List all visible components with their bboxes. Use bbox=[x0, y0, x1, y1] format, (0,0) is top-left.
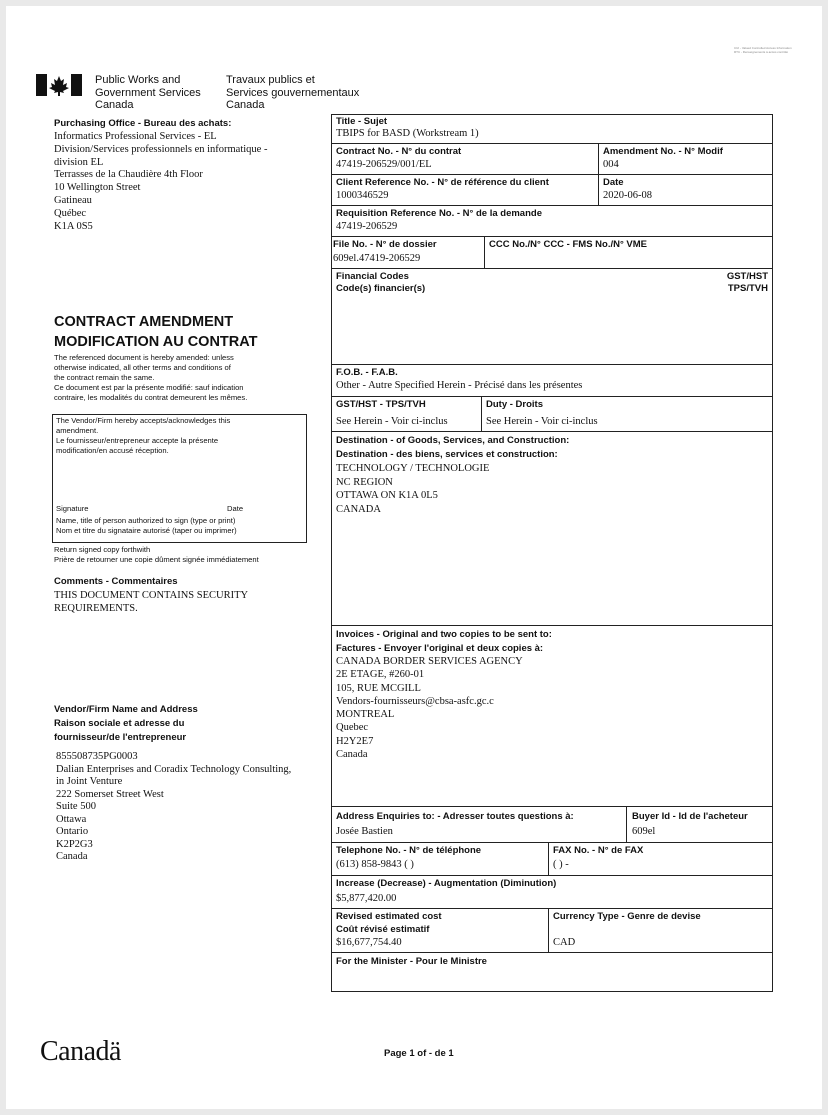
title-value: TBIPS for BASD (Workstream 1) bbox=[336, 128, 479, 139]
address-enquiries-label: Address Enquiries to: - Adresser toutes questions à: bbox=[336, 811, 574, 822]
revised-cost-value: $16,677,754.40 bbox=[336, 937, 402, 948]
gst-hst-value: See Herein - Voir ci-inclus bbox=[336, 416, 448, 427]
client-reference-value: 1000346529 bbox=[336, 190, 389, 201]
contract-no-label: Contract No. - N° du contrat bbox=[336, 146, 462, 157]
signer-name-label: Name, title of person authorized to sign (type or print) Nom et titre du signataire autorisé (taper ou imprimer) bbox=[56, 516, 237, 535]
vendor-label: Vendor/Firm Name and Address Raison sociale et adresse du fournisseur/de l'entrepreneur bbox=[54, 704, 198, 743]
increase-value: $5,877,420.00 bbox=[336, 893, 397, 904]
comments-label: Comments - Commentaires bbox=[54, 576, 178, 587]
file-no-value: 609el.47419-206529 bbox=[333, 253, 421, 264]
fob-label: F.O.B. - F.A.B. bbox=[336, 367, 398, 378]
address-enquiries-value: Josée Bastien bbox=[336, 826, 393, 837]
canada-flag-icon bbox=[36, 74, 82, 96]
buyer-id-label: Buyer Id - Id de l'acheteur bbox=[632, 811, 748, 822]
page-number: Page 1 of - de 1 bbox=[384, 1048, 454, 1059]
ccc-no-label: CCC No./N° CCC - FMS No./N° VME bbox=[489, 239, 648, 250]
date-label: Date bbox=[227, 504, 244, 513]
client-reference-label: Client Reference No. - N° de référence du client bbox=[336, 177, 549, 188]
destination-address: TECHNOLOGY / TECHNOLOGIE NC REGION OTTAWA ON K1A 0L5 CANADA bbox=[336, 463, 490, 515]
file-no-label: File No. - N° de dossier bbox=[333, 239, 437, 250]
financial-codes-label: Financial Codes Code(s) financier(s) bbox=[336, 271, 426, 294]
purchasing-office-address: Informatics Professional Services - EL Division/Services professionnels en informatique - division EL Terrasses de la Chaudière 4th Floor 10 Wellington Street Gatineau Québec K1A 0S5 bbox=[54, 131, 268, 232]
currency-type-value: CAD bbox=[553, 937, 576, 948]
revised-cost-label: Revised estimated cost Coût révisé estimatif bbox=[336, 911, 442, 935]
amendment-no-value: 004 bbox=[603, 159, 619, 170]
gst-hst-label: GST/HST - TPS/TVH bbox=[336, 399, 426, 410]
header-fine-print: CUI - Valued Controlled Access Information RTC - Renseignements à accès contrôlé bbox=[734, 46, 792, 54]
vendor-acknowledgment-box: The Vendor/Firm hereby accepts/acknowledges this amendment. Le fournisseur/entrepreneur accepte la présente modification/en accusé réception. Signature Date Name, title of person authorized to sign (type or print) Nom et titre du signataire autorisé (taper ou imprimer) bbox=[52, 414, 307, 543]
amendment-notice: The referenced document is hereby amended: unless otherwise indicated, all other terms and conditions of the contract remain the same. Ce document est par la présente modifié: sauf indication contraire, les modalités du contrat demeurent les mêmes. bbox=[54, 353, 248, 402]
fax-label: FAX No. - N° de FAX bbox=[553, 845, 644, 856]
invoices-label: Invoices - Original and two copies to be sent to: Factures - Envoyer l'original et deux copies à: bbox=[336, 629, 552, 654]
buyer-id-value: 609el bbox=[632, 826, 656, 837]
telephone-label: Telephone No. - N° de téléphone bbox=[336, 845, 482, 856]
amendment-no-label: Amendment No. - N° Modif bbox=[603, 146, 723, 157]
fob-value: Other - Autre Specified Herein - Précisé dans les présentes bbox=[336, 380, 583, 391]
purchasing-office-label: Purchasing Office - Bureau des achats: bbox=[54, 118, 232, 129]
contract-no-value: 47419-206529/001/EL bbox=[336, 159, 432, 170]
department-name-en: Public Works and Government Services Canada bbox=[95, 74, 201, 111]
date-field-label: Date bbox=[603, 177, 624, 188]
currency-type-label: Currency Type - Genre de devise bbox=[553, 911, 701, 922]
department-name-fr: Travaux publics et Services gouvernementaux Canada bbox=[226, 74, 360, 111]
minister-signature-label: For the Minister - Pour le Ministre bbox=[336, 956, 487, 967]
return-instructions: Return signed copy forthwith Prière de retourner une copie dûment signée immédiatement bbox=[54, 545, 259, 564]
destination-label: Destination - of Goods, Services, and Construction: Destination - des biens, services et construction: bbox=[336, 435, 570, 460]
canada-wordmark-logo: Canadä bbox=[40, 1036, 121, 1067]
increase-label: Increase (Decrease) - Augmentation (Diminution) bbox=[336, 878, 557, 889]
comments-text: THIS DOCUMENT CONTAINS SECURITY REQUIREMENTS. bbox=[54, 590, 249, 614]
signature-label: Signature bbox=[56, 504, 89, 513]
fax-value: ( ) - bbox=[553, 859, 569, 870]
duty-value: See Herein - Voir ci-inclus bbox=[486, 416, 598, 427]
duty-label: Duty - Droits bbox=[486, 399, 543, 410]
title-label: Title - Sujet bbox=[336, 116, 388, 127]
requisition-reference-value: 47419-206529 bbox=[336, 221, 398, 232]
vendor-address: 855508735PG0003 Dalian Enterprises and Coradix Technology Consulting, in Joint Venture 222 Somerset Street West Suite 500 Ottawa Ontario K2P2G3 Canada bbox=[56, 751, 292, 862]
date-field-value: 2020-06-08 bbox=[603, 190, 652, 201]
invoice-address: CANADA BORDER SERVICES AGENCY 2E ETAGE, #260-01 105, RUE MCGILL Vendors-fournisseurs@cbsa-asfc.gc.c MONTREAL Quebec H2Y2E7 Canada bbox=[336, 656, 523, 761]
requisition-reference-label: Requisition Reference No. - N° de la demande bbox=[336, 208, 542, 219]
telephone-value: (613) 858-9843 ( ) bbox=[336, 859, 414, 870]
document-title: CONTRACT AMENDMENT MODIFICATION AU CONTRAT bbox=[54, 314, 258, 350]
document-page bbox=[6, 6, 822, 1109]
gst-header-label: GST/HST TPS/TVH bbox=[726, 271, 768, 294]
